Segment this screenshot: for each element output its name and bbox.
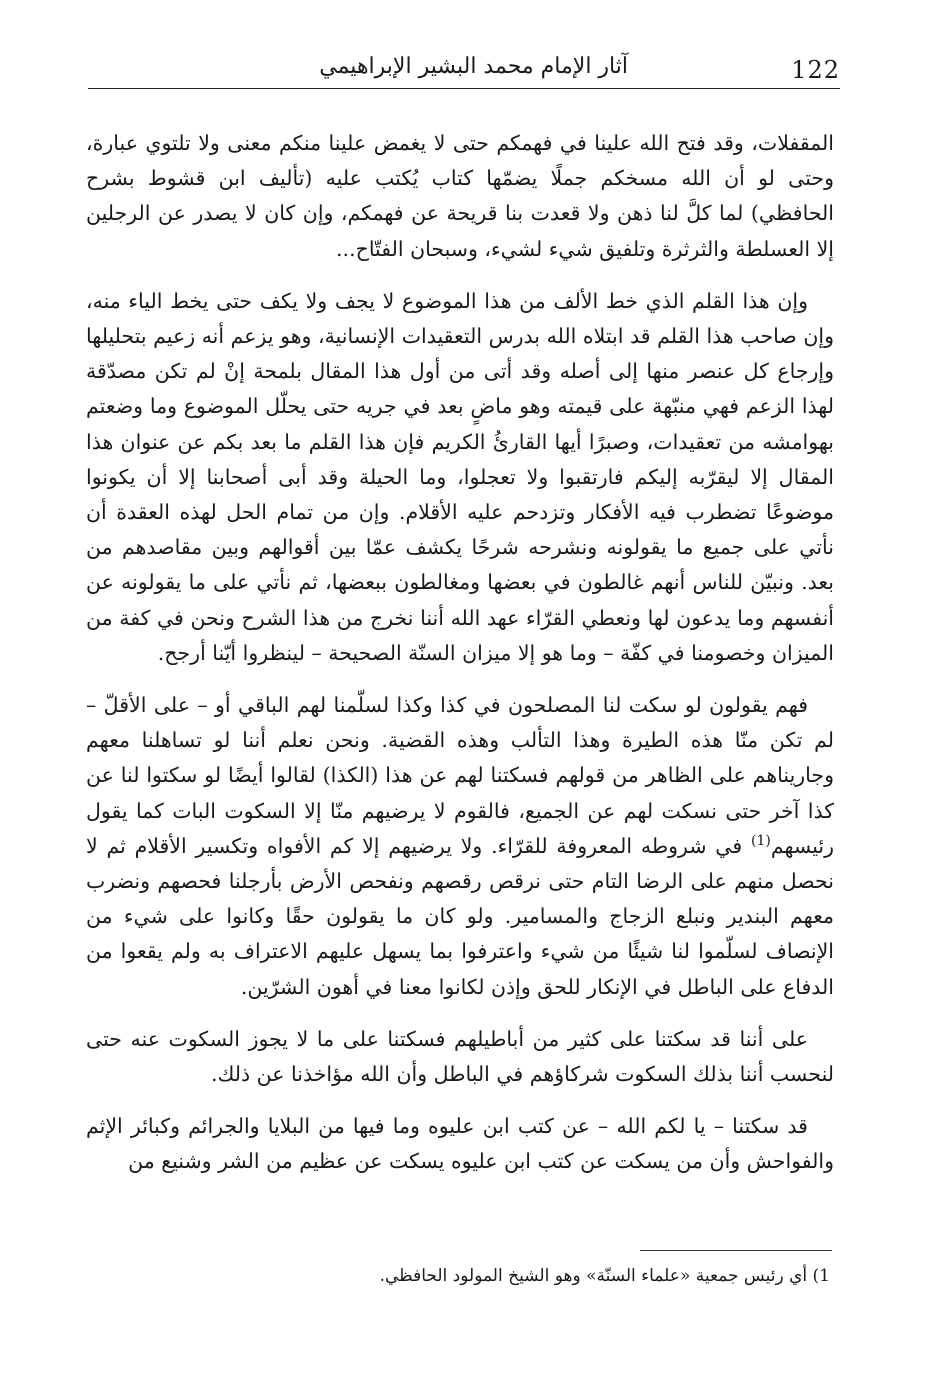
- running-title: آثار الإمام محمد البشير الإبراهيمي: [319, 54, 628, 79]
- header-rule: [88, 88, 840, 89]
- paragraph-3-part-2: في شروطه المعروفة للقرّاء. ولا يرضيهم إلا كم الأفواه وتكسير الأقلام ثم لا نحصل منهم على الرضا التام حتى نرقص رقصهم ونفحص الأرض بأرجلنا فحصهم ونضرب معهم البندير ونبلع الزجاج والمسامير. ولو كان ما يقولون حقًا وكانوا على شيء من الإنصاف لسلّموا لنا شيئًا من شيء واعترفوا بما يسهل عليهم الاعتراف به ولم يقعوا من الدفاع على الباطل في الإنكار للحق وإذن لكانوا معنا في أهون الشرّين.: [86, 833, 834, 999]
- paragraph-3: [86, 688, 834, 1005]
- footnote-rule: [640, 1250, 832, 1251]
- footnote-text: أي رئيس جمعية «علماء السنّة» وهو الشيخ المولود الحافظي.: [379, 1266, 808, 1286]
- paragraph-1: المقفلات، وقد فتح الله علينا في فهمكم حتى لا يغمض علينا منكم معنى ولا تلتوي عبارة، وحتى لو أن الله مسخكم جملًا يضمّها كتاب يُكتب عليه (تأليف ابن قشوط بشرح الحافظي) لما كلَّ لنا ذهن ولا قعدت بنا قريحة عن فهمكم، وإن كان لا يصدر عن الرجلين إلا العسلطة والثرثرة وتلفيق شيء لشيء، وسبحان الفتّاح...: [86, 131, 834, 261]
- page-header: [88, 52, 840, 90]
- paragraph-3-part-1: فهم يقولون لو سكت لنا المصلحون في كذا وكذا لسلّمنا لهم الباقي أو – على الأقلّ – لم تكن منّا هذه الطيرة وهذا التألب وهذه القضية. ونحن نعلم أننا لو تساهلنا معهم وجاريناهم على الظاهر من قولهم فسكتنا لهم عن هذا (الكذا) لقالوا أيضًا لو سكتوا لنا عن كذا آخر حتى نسكت لهم عن الجميع، فالقوم لا يرضيهم منّا إلا السكوت البات كما يقول رئيسهم: [86, 693, 834, 858]
- page-number: 122: [791, 56, 840, 84]
- paragraph-5: قد سكتنا – يا لكم الله – عن كتب ابن عليوه وما فيها من البلايا والجرائم وكبائر الإثم والفواحش وأن من يسكت عن كتب ابن عليوه يسكت عن عظيم من الشر وشنيع من: [86, 1114, 834, 1174]
- footnote-number: 1): [812, 1266, 830, 1286]
- body-text: [86, 126, 834, 1197]
- paragraph-2: وإن هذا القلم الذي خط الألف من هذا الموضوع لا يجف ولا يكف حتى يخط الياء منه، وإن صاحب هذا القلم قد ابتلاه الله بدرس التعقيدات الإنسانية، وهو يزعم أنه زعيم بتحليلها وإرجاع كل عنصر منها إلى أصله وقد أتى من أول هذا المقال بلمحة إنْ لم تكن مصدّقة لهذا الزعم فهي منبّهة على قيمته وهو ماضٍ بعد في جريه حتى يحلّل الموضوع وما وضعتم بهوامشه من تعقيدات، وصبرًا أيها القارئُ الكريم فإن هذا القلم ما بعد بكم عن عنوان هذا المقال إلا ليقرّبه إليكم فارتقبوا ولا تعجلوا، وما الحيلة وقد أبى أصحابنا إلا أن يكونوا موضوعًا تضطرب فيه الأفكار وتزدحم عليه الأقلام. وإن من تمام الحل لهذه العقدة أن نأتي على جميع ما يقولونه ونشرحه شرحًا يكشف عمّا بين أقوالهم وبين مقاصدهم من بعد. ونبيّن للناس أنهم غالطون في بعضها ومغالطون ببعضها، ثم نأتي على ما يقولونه عن أنفسهم وما يدعون لها ونعطي القرّاء عهد الله أننا نخرج من هذا الشرح ونحن في كفة من الميزان وخصومنا في كفّة – وما هو إلا ميزان السنّة الصحيحة – لينظروا أيّنا أرجح.: [86, 288, 834, 665]
- footnote: [88, 1262, 830, 1290]
- paragraph-4: على أننا قد سكتنا على كثير من أباطيلهم فسكتنا على ما لا يجوز السكوت عنه حتى لنحسب أننا بذلك السكوت شركاؤهم في الباطل وأن الله مؤاخذنا عن ذلك.: [86, 1026, 834, 1087]
- footnote-reference: (1): [750, 833, 771, 850]
